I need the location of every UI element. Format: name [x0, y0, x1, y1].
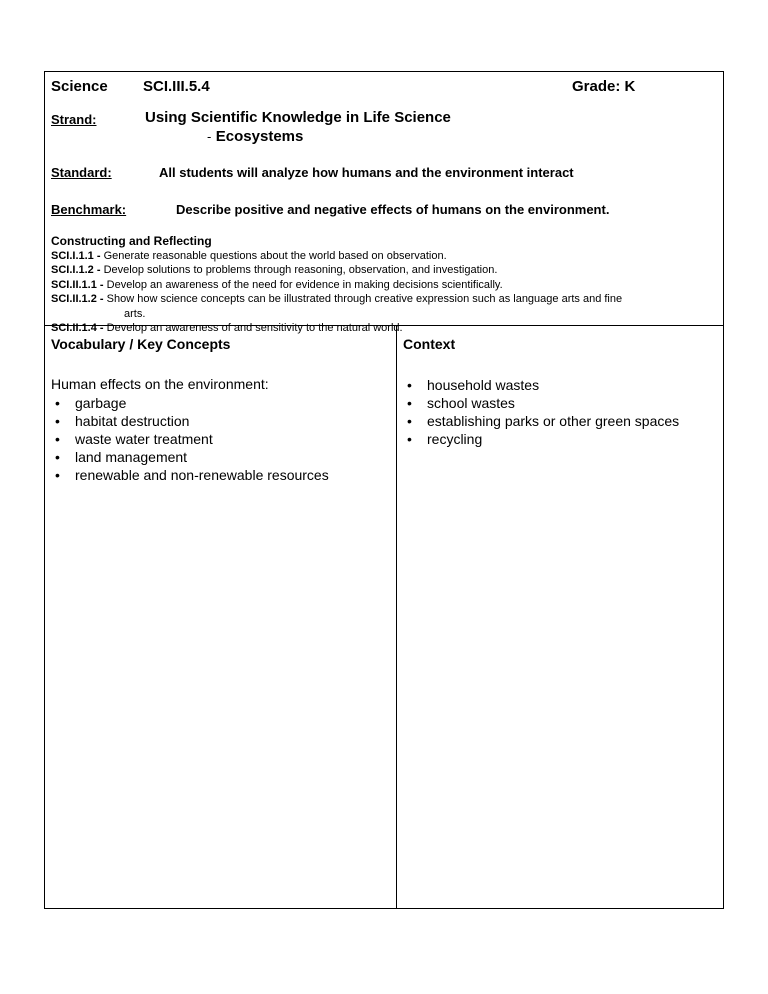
- context-list: [403, 376, 679, 448]
- criterion-item: SCI.II.1.2 - Show how science concepts can be illustrated through creative expression such as language arts and fine: [51, 293, 623, 305]
- benchmark-label: Benchmark:: [51, 202, 127, 217]
- bullet-icon: •: [55, 395, 60, 411]
- strand-sub: [207, 128, 303, 146]
- strand-title: Using Scientific Knowledge in Life Science: [145, 109, 451, 126]
- criterion-item: SCI.II.1.1 - Develop an awareness of the need for evidence in making decisions scientifically.: [51, 278, 503, 291]
- list-item: • recycling: [407, 431, 483, 447]
- vocabulary-intro: Human effects on the environment:: [51, 376, 269, 392]
- standard-label: Standard:: [51, 165, 112, 180]
- vocabulary-list: [51, 394, 329, 484]
- criterion-item: SCI.II.1.4 - Develop an awareness of and sensitivity to the natural world.: [51, 322, 403, 334]
- list-item: • school wastes: [407, 395, 515, 411]
- bullet-icon: •: [55, 449, 60, 465]
- list-item: • establishing parks or other green spaces: [407, 413, 680, 429]
- bullet-icon: •: [407, 413, 412, 429]
- bullet-icon: •: [55, 467, 60, 483]
- list-item: • renewable and non-renewable resources: [55, 467, 329, 483]
- vocabulary-heading: Vocabulary / Key Concepts: [51, 336, 231, 352]
- context-column: [397, 326, 723, 908]
- course-code: SCI.III.5.4: [143, 78, 210, 95]
- bullet-icon: •: [407, 377, 412, 393]
- bullet-icon: •: [55, 431, 60, 447]
- vocabulary-column: [45, 326, 397, 908]
- list-item: • habitat destruction: [55, 413, 190, 429]
- benchmark-text: Describe positive and negative effects of humans on the environment.: [176, 202, 610, 217]
- criterion-item: SCI.I.1.2 - Develop solutions to problems through reasoning, observation, and investigation.: [51, 264, 498, 276]
- list-item: • garbage: [55, 395, 127, 411]
- strand-sub-text: Ecosystems: [215, 128, 304, 145]
- standard-text: All students will analyze how humans and the environment interact: [159, 165, 574, 180]
- document-table: [44, 71, 724, 909]
- bullet-icon: •: [407, 431, 412, 447]
- content-columns: [45, 326, 723, 908]
- constructing-reflecting: [51, 234, 622, 336]
- grade-label: Grade: K: [572, 78, 636, 95]
- criterion-item-continuation: arts.: [124, 307, 146, 320]
- criterion-item: SCI.I.1.1 - Generate reasonable questions about the world based on observation.: [51, 249, 447, 262]
- bullet-icon: •: [407, 395, 412, 411]
- list-item: • waste water treatment: [55, 431, 213, 447]
- header-section: [45, 72, 723, 334]
- strand-sub-prefix: -: [207, 129, 212, 144]
- strand-label: Strand:: [51, 112, 97, 127]
- list-item: • land management: [55, 449, 188, 465]
- constructing-title: Constructing and Reflecting: [51, 234, 212, 248]
- context-heading: Context: [403, 336, 456, 352]
- bullet-icon: •: [55, 413, 60, 429]
- subject-label: Science: [51, 78, 108, 95]
- list-item: • household wastes: [407, 377, 540, 393]
